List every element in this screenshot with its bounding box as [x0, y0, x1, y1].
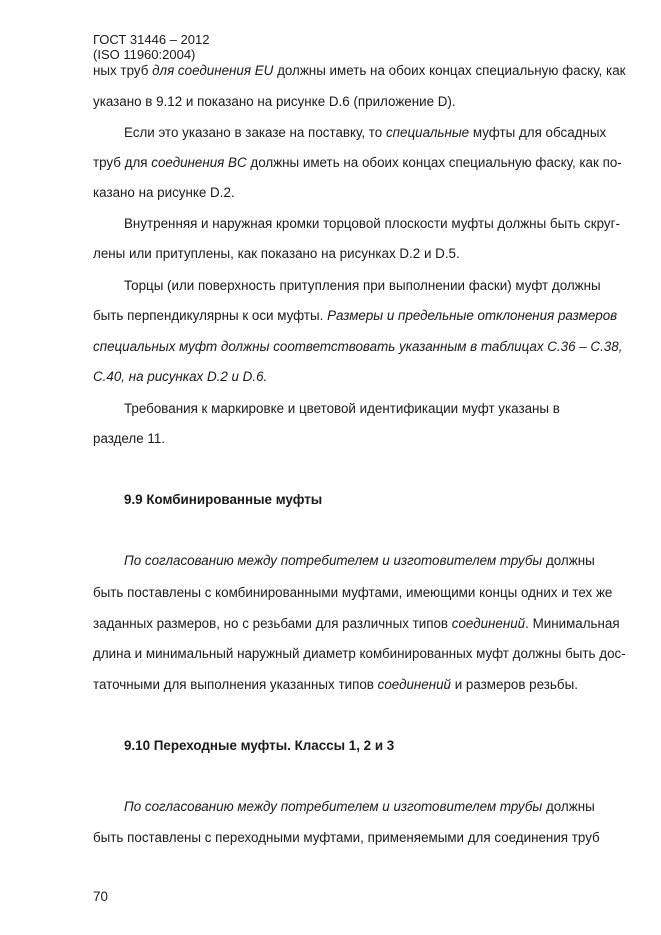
- paragraph-line: указано в 9.12 и показано на рисунке D.6 (приложение D).: [93, 94, 456, 109]
- paragraph-line: таточными для выполнения указанных типов соединений и размеров резьбы.: [93, 677, 578, 692]
- paragraph-line: специальных муфт должны соответствовать указанным в таблицах С.36 – С.38,: [93, 339, 623, 354]
- paragraph-line: разделе 11.: [93, 431, 166, 446]
- section-heading: 9.9 Комбинированные муфты: [124, 492, 323, 507]
- section-heading: 9.10 Переходные муфты. Классы 1, 2 и 3: [124, 738, 395, 753]
- paragraph-line: Если это указано в заказе на поставку, то специальные муфты для обсадных: [124, 125, 607, 140]
- paragraph-line: По согласованию между потребителем и изготовителем трубы должны: [124, 799, 595, 814]
- paragraph-line: труб для соединения BC должны иметь на обоих концах специальную фаску, как по-: [93, 155, 622, 170]
- paragraph-line: С.40, на рисунках D.2 и D.6.: [93, 369, 268, 384]
- paragraph-line: заданных размеров, но с резьбами для различных типов соединений. Минимальная: [93, 616, 620, 631]
- paragraph-line: Внутренняя и наружная кромки торцовой плоскости муфты должны быть скруг-: [124, 216, 620, 231]
- paragraph-line: быть перпендикулярны к оси муфты. Размеры и предельные отклонения размеров: [93, 308, 618, 323]
- paragraph-line: казано на рисунке D.2.: [93, 185, 235, 200]
- paragraph-line: ных труб для соединения EU должны иметь на обоих концах специальную фаску, как: [93, 63, 626, 78]
- standard-code: ГОСТ 31446 – 2012: [93, 32, 210, 47]
- page-number: 70: [93, 889, 108, 904]
- paragraph-line: быть поставлены с комбинированными муфтами, имеющими концы одних и тех же: [93, 585, 613, 600]
- paragraph-line: По согласованию между потребителем и изготовителем трубы должны: [124, 553, 595, 568]
- paragraph-line: длина и минимальный наружный диаметр комбинированных муфт должны быть дос-: [93, 646, 626, 661]
- paragraph-line: быть поставлены с переходными муфтами, применяемыми для соединения труб: [93, 830, 600, 845]
- paragraph-line: лены или притуплены, как показано на рисунках D.2 и D.5.: [93, 246, 460, 261]
- iso-reference: (ISO 11960:2004): [93, 47, 196, 62]
- paragraph-line: Требования к маркировке и цветовой идентификации муфт указаны в: [124, 401, 560, 416]
- paragraph-line: Торцы (или поверхность притупления при выполнении фаски) муфт должны: [124, 278, 601, 293]
